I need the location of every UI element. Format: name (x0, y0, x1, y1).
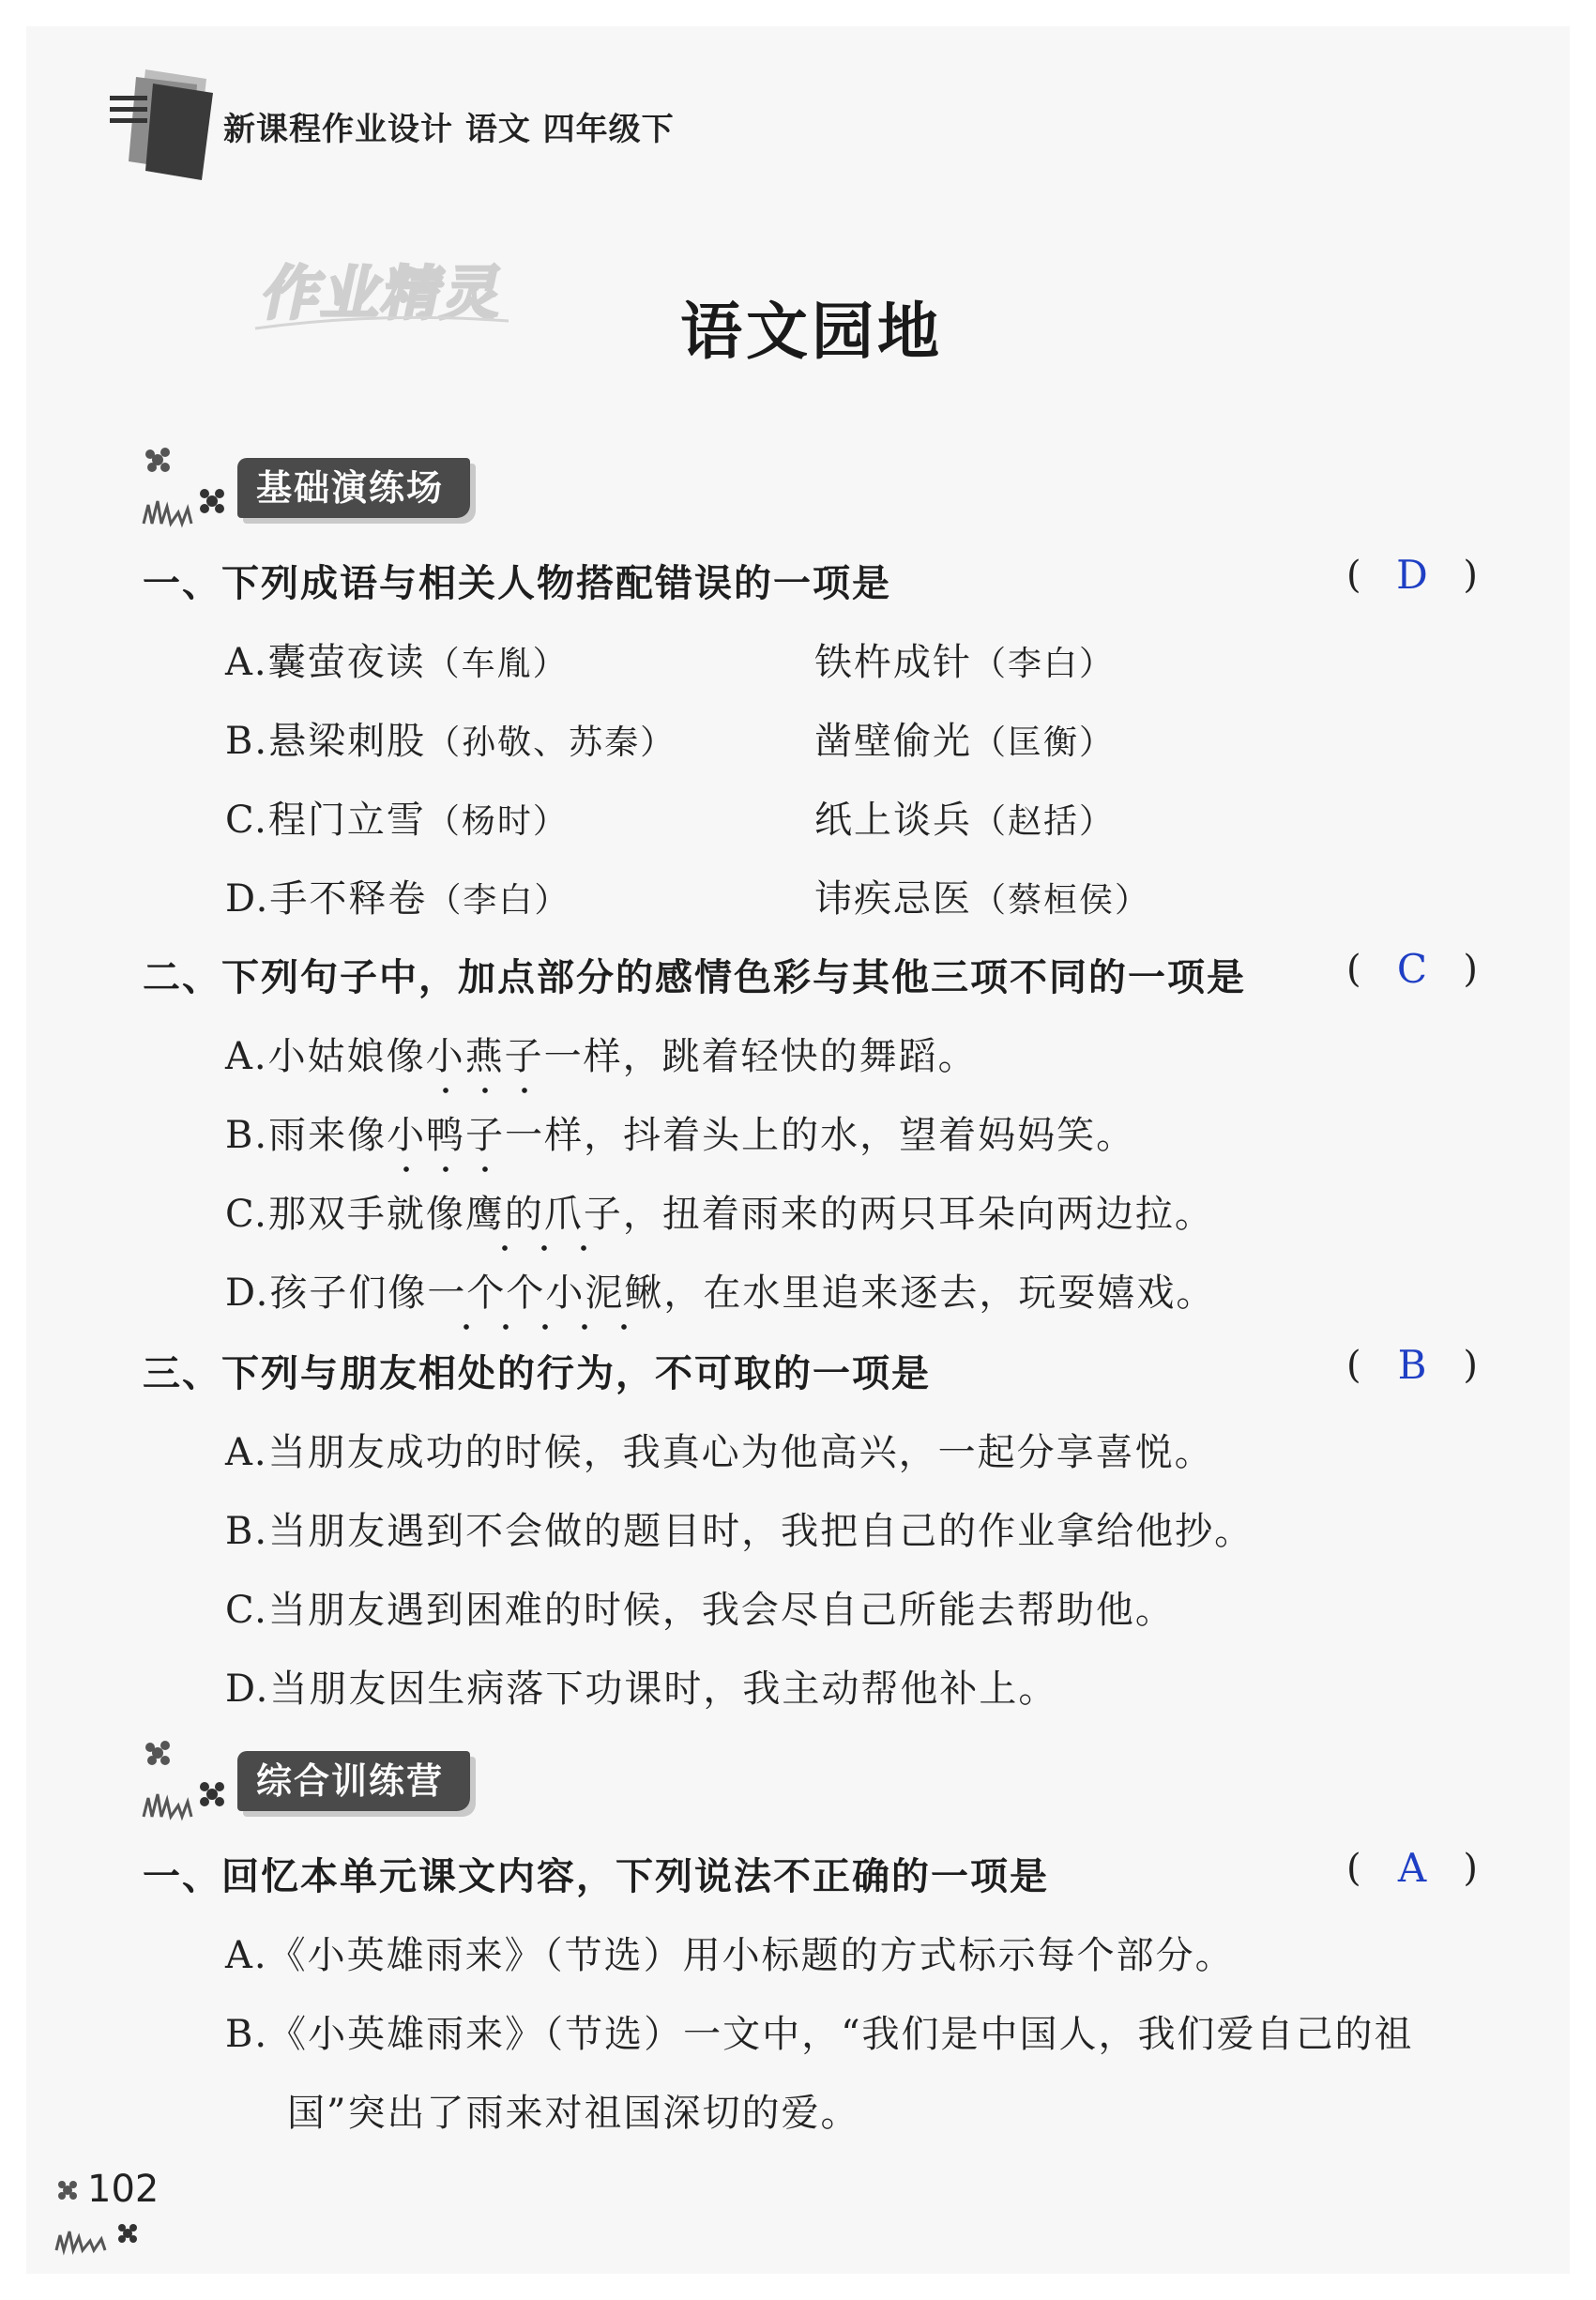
section-badge: 综合训练营 (237, 1751, 470, 1811)
option-continuation: 国”突出了雨来对祖国深切的爱。 (287, 2092, 860, 2135)
answer-letter: A (1397, 1845, 1427, 1891)
option-item: B.当朋友遇到不会做的题目时，我把自己的作业拿给他抄。 (225, 1510, 1254, 1553)
book-stack-icon (108, 60, 220, 187)
question-stem: 一、回忆本单元课文内容，下列说法不正确的一项是 (143, 1855, 1049, 1898)
option-item: C.程门立雪（杨时） (225, 799, 569, 842)
option-item: 铁杵成针（李白） (814, 641, 1116, 684)
question-stem: 三、下列与朋友相处的行为，不可取的一项是 (143, 1352, 931, 1395)
option-item: 凿壁偷光（匡衡） (814, 720, 1116, 763)
answer-box: ( A ) (1346, 1845, 1478, 1891)
option-item: D.孩子们像一个个小泥鳅，在水里追来逐去，玩耍嬉戏。 (225, 1272, 1216, 1315)
option-item: B.雨来像小鸭子一样，抖着头上的水，望着妈妈笑。 (225, 1114, 1136, 1157)
option-item: D.手不释卷（李白） (225, 877, 570, 921)
option-item: A.囊萤夜读（车胤） (225, 641, 569, 684)
question-stem: 一、下列成语与相关人物搭配错误的一项是 (143, 562, 891, 605)
option-item: D.当朋友因生病落下功课时，我主动帮他补上。 (225, 1668, 1058, 1711)
emphasis-dotted-text: 小燕子 (425, 1035, 544, 1078)
section-comprehensive-training (139, 1732, 589, 1826)
option-item: 讳疾忌医（蔡桓侯） (814, 877, 1151, 921)
emphasis-dotted-text: 一个个小泥鳅 (427, 1272, 664, 1315)
answer-letter: C (1396, 946, 1428, 992)
book-title: 新课程作业设计 语文 四年级下 (223, 111, 675, 148)
emphasis-dotted-text: 鹰的爪子 (464, 1193, 623, 1236)
option-item: A.小姑娘像小燕子一样，跳着轻快的舞蹈。 (225, 1035, 978, 1078)
option-item: C.那双手就像鹰的爪子，扭着雨来的两只耳朵向两边拉。 (225, 1193, 1214, 1236)
emphasis-dotted-text: 小鸭子 (387, 1114, 506, 1157)
answer-box: ( C ) (1346, 946, 1478, 992)
flower-grass-icon (139, 1732, 242, 1826)
answer-box: ( B ) (1346, 1342, 1478, 1388)
section-badge: 基础演练场 (237, 458, 470, 518)
option-item: B.《小英雄雨来》（节选）一文中，“我们是中国人，我们爱自己的祖 (225, 2013, 1414, 2056)
question-stem: 二、下列句子中，加点部分的感情色彩与其他三项不同的一项是 (143, 956, 1246, 999)
option-item: C.当朋友遇到困难的时候，我会尽自己所能去帮助他。 (225, 1589, 1175, 1632)
watermark-text: 作业精灵 (256, 259, 511, 327)
answer-letter: B (1397, 1342, 1427, 1388)
option-item: A.当朋友成功的时候，我真心为他高兴，一起分享喜悦。 (225, 1431, 1214, 1474)
flower-grass-icon (139, 439, 242, 533)
page-number: 102 (54, 2164, 167, 2258)
option-item: B.悬梁刺股（孙敬、苏秦） (225, 720, 676, 763)
option-item: A.《小英雄雨来》（节选）用小标题的方式标示每个部分。 (225, 1934, 1235, 1977)
watermark-logo (246, 246, 518, 340)
option-item: 纸上谈兵（赵括） (814, 799, 1116, 842)
answer-box: ( D ) (1346, 552, 1478, 598)
answer-letter: D (1396, 552, 1428, 598)
page-title: 语文园地 (680, 295, 943, 368)
section-basic-practice (139, 439, 589, 533)
